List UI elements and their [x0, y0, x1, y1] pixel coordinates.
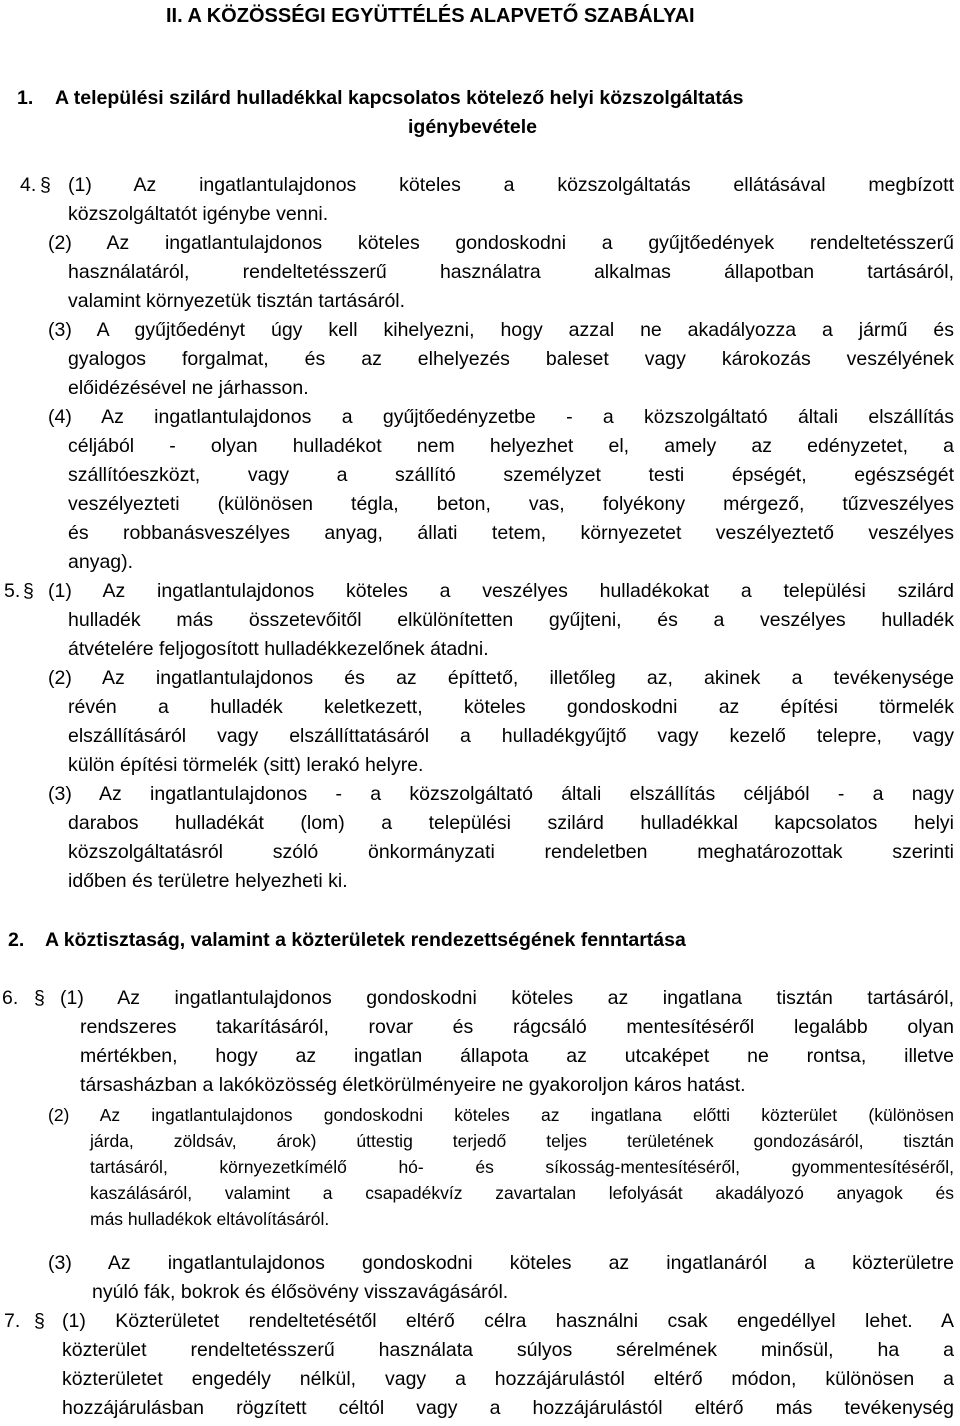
paragraph-6-clause-3-line: (3) Az ingatlantulajdonos gondoskodni köteles az ingatlanáról a közterületre [48, 1252, 954, 1274]
paragraph-6-clause-2-line: (2) Az ingatlantulajdonos gondoskodni köteles az ingatlana előtti közterület (különösen [48, 1105, 954, 1125]
paragraph-4-clause-4-line: szállítóeszközt, vagy a szállító személyzet testi épségét, egészségét [68, 464, 954, 486]
paragraph-sign: § [34, 987, 45, 1009]
paragraph-6-clause-2-line: kaszálásáról, valamint a csapadékvíz zavartalan lefolyását akadályozó anyagok és [90, 1183, 954, 1203]
paragraph-6-clause-1-line: rendszeres takarításáról, rovar és rágcsáló mentesítéséről legalább olyan [80, 1016, 954, 1038]
page-title: II. A KÖZÖSSÉGI EGYÜTTÉLÉS ALAPVETŐ SZABÁLYAI [166, 5, 695, 27]
paragraph-4-clause-1-line-2: közszolgáltatót igénybe venni. [68, 203, 329, 225]
paragraph-7-clause-1-line: (1) Közterületet rendeltetésétől eltérő célra használni csak engedéllyel lehet. A [62, 1310, 954, 1332]
paragraph-sign: § [40, 174, 51, 196]
paragraph-4-clause-4-line: céljából - olyan hulladékot nem helyezhet el, amely az edényzetet, a [68, 435, 954, 457]
paragraph-4-number: 4. [20, 174, 37, 196]
paragraph-4-clause-4-line: és robbanásveszélyes anyag, állati tetem, környezetet veszélyeztető veszélyes [68, 522, 954, 544]
paragraph-5-clause-2-line: elszállításáról vagy elszállíttatásáról a hulladékgyűjtő vagy kezelő telepre, vagy [68, 725, 954, 747]
paragraph-6-clause-1-line: (1) Az ingatlantulajdonos gondoskodni köteles az ingatlana tisztán tartásáról, [60, 987, 954, 1009]
paragraph-4-clause-2-line: (2) Az ingatlantulajdonos köteles gondoskodni a gyűjtőedények rendeltetésszerű [48, 232, 954, 254]
paragraph-5-clause-2-line: külön építési törmelék (sitt) lerakó helyre. [68, 754, 424, 776]
paragraph-4-clause-3-line: (3) A gyűjtőedényt úgy kell kihelyezni, hogy azzal ne akadályozza a jármű és [48, 319, 954, 341]
paragraph-5-clause-3-line: közszolgáltatásról szóló önkormányzati rendeletben meghatározottak szerinti [68, 841, 954, 863]
paragraph-4-clause-4-line: (4) Az ingatlantulajdonos a gyűjtőedényzetbe - a közszolgáltató általi elszállítás [48, 406, 954, 428]
paragraph-5-clause-1-line: (1) Az ingatlantulajdonos köteles a veszélyes hulladékokat a települési szilárd [48, 580, 954, 602]
section-1-number: 1. [17, 87, 34, 109]
paragraph-7-clause-1-line: közterület rendeltetésszerű használata súlyos sérelmének minősül, ha a [62, 1339, 954, 1361]
paragraph-4-clause-4-line: anyag). [68, 551, 134, 573]
paragraph-4-clause-1-line-1: (1) Az ingatlantulajdonos köteles a közszolgáltatás ellátásával megbízott [68, 174, 954, 196]
section-1-heading-line-2: igénybevétele [408, 116, 537, 138]
paragraph-6-number: 6. [2, 987, 19, 1009]
paragraph-5-clause-1-line: hulladék más összetevőitől elkülönítetten gyűjteni, és a veszélyes hulladék [68, 609, 954, 631]
paragraph-7-clause-1-line: hozzájárulásban rögzített céltól vagy a hozzájárulástól eltérő más tevékenység [62, 1397, 954, 1419]
paragraph-4-clause-3-line: előidézésével ne járhasson. [68, 377, 309, 399]
paragraph-5-clause-3-line: darabos hulladékát (lom) a települési szilárd hulladékkal kapcsolatos helyi [68, 812, 954, 834]
paragraph-5-clause-1-line: átvételére feljogosított hulladékkezelőnek átadni. [68, 638, 489, 660]
paragraph-4-clause-2-line: használatáról, rendeltetésszerű használatra alkalmas állapotban tartásáról, [68, 261, 954, 283]
paragraph-4-clause-3-line: gyalogos forgalmat, és az elhelyezés baleset vagy károkozás veszélyének [68, 348, 954, 370]
paragraph-7-number: 7. [4, 1310, 21, 1332]
section-1-heading-line-1: A települési szilárd hulladékkal kapcsolatos kötelező helyi közszolgáltatás [55, 87, 744, 109]
paragraph-4-clause-4-line: veszélyezteti (különösen tégla, beton, vas, folyékony mérgező, tűzveszélyes [68, 493, 954, 515]
paragraph-6-clause-1-line: mértékben, hogy az ingatlan állapota az utcaképet ne rontsa, illetve [80, 1045, 954, 1067]
paragraph-6-clause-2-line: más hulladékok eltávolításáról. [90, 1209, 330, 1229]
paragraph-5-clause-2-line: révén a hulladék keletkezett, köteles gondoskodni az építési törmelék [68, 696, 954, 718]
paragraph-sign: § [34, 1310, 45, 1332]
paragraph-5-clause-3-line: időben és területre helyezheti ki. [68, 870, 348, 892]
paragraph-6-clause-1-line: társasházban a lakóközösség életkörülményeire ne gyakoroljon káros hatást. [80, 1074, 746, 1096]
section-2-heading: A köztisztaság, valamint a közterületek rendezettségének fenntartása [45, 929, 686, 951]
paragraph-4-clause-2-line: valamint környezetük tisztán tartásáról. [68, 290, 406, 312]
paragraph-6-clause-2-line: tartásáról, környezetkímélő hó- és síkosság-mentesítéséről, gyommentesítéséről, [90, 1157, 954, 1177]
paragraph-6-clause-2-line: járda, zöldsáv, árok) úttestig terjedő teljes területének gondozásáról, tisztán [90, 1131, 954, 1151]
paragraph-6-clause-3-line: nyúló fák, bokrok és élősövény visszavágásáról. [92, 1281, 509, 1303]
paragraph-5-clause-2-line: (2) Az ingatlantulajdonos és az építtető, illetőleg az, akinek a tevékenysége [48, 667, 954, 689]
paragraph-7-clause-1-line: közterületet engedély nélkül, vagy a hozzájárulástól eltérő módon, különösen a [62, 1368, 954, 1390]
section-2-number: 2. [8, 929, 25, 951]
paragraph-5-number: 5. [4, 580, 21, 602]
paragraph-5-clause-3-line: (3) Az ingatlantulajdonos - a közszolgáltató általi elszállítás céljából - a nagy [48, 783, 954, 805]
paragraph-sign: § [23, 580, 34, 602]
